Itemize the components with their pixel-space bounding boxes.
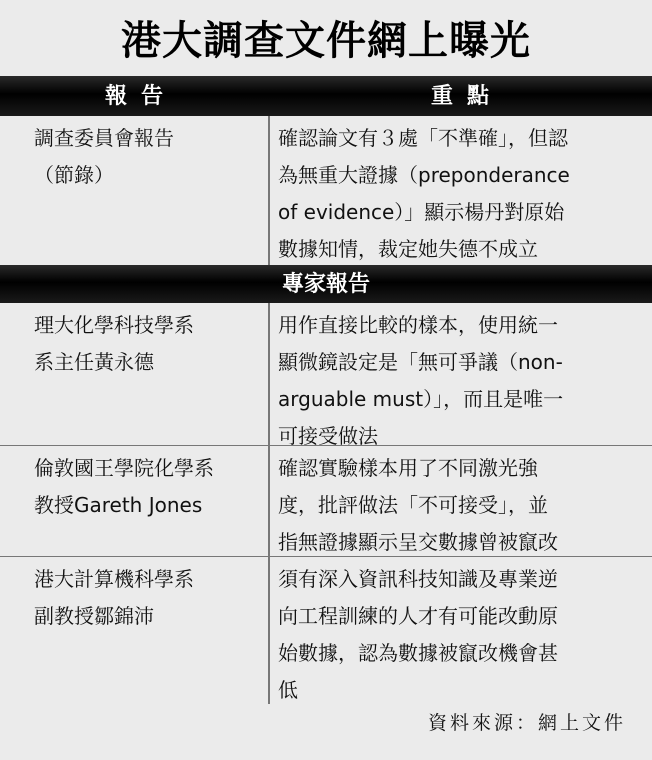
key-point: 須有深入資訊科技知識及專業逆 向工程訓練的人才有可能改動原 始數據，認為數據被竄改機會甚 低 bbox=[278, 567, 558, 702]
key-point: 確認論文有３處「不準確」，但認 為無重大證據（preponderance of evidence）」顯示楊丹對原始 數據知情，裁定她失德不成立 bbox=[278, 126, 570, 261]
report-source: 調查委員會報告 （節錄） bbox=[34, 126, 174, 187]
page-title: 港大調查文件網上曝光 bbox=[121, 16, 531, 64]
table-row bbox=[0, 557, 652, 704]
header-report: 報告 bbox=[104, 83, 177, 109]
table-row bbox=[0, 116, 652, 265]
column-divider bbox=[268, 116, 270, 265]
source-note: 資料來源：網上文件 bbox=[427, 712, 626, 734]
table-header bbox=[0, 76, 652, 116]
header-key-points: 重點 bbox=[430, 83, 503, 109]
column-divider bbox=[268, 557, 270, 704]
table-row bbox=[0, 303, 652, 446]
report-source: 倫敦國王學院化學系 教授Gareth Jones bbox=[34, 456, 214, 517]
table-row bbox=[0, 446, 652, 557]
column-divider bbox=[268, 446, 270, 556]
expert-section-label: 專家報告 bbox=[281, 271, 370, 297]
key-point: 用作直接比較的樣本，使用統一 顯微鏡設定是「無可爭議（non- arguable must）」，而且是唯一 可接受做法 bbox=[278, 313, 564, 448]
column-divider bbox=[268, 303, 270, 445]
key-point: 確認實驗樣本用了不同激光強 度，批評做法「不可接受」，並 指無證據顯示呈交數據曾被竄改 bbox=[278, 456, 558, 554]
report-source: 理大化學科技學系 系主任黃永德 bbox=[34, 313, 194, 374]
report-source: 港大計算機科學系 副教授鄒錦沛 bbox=[34, 567, 194, 628]
expert-section-header bbox=[0, 265, 652, 303]
